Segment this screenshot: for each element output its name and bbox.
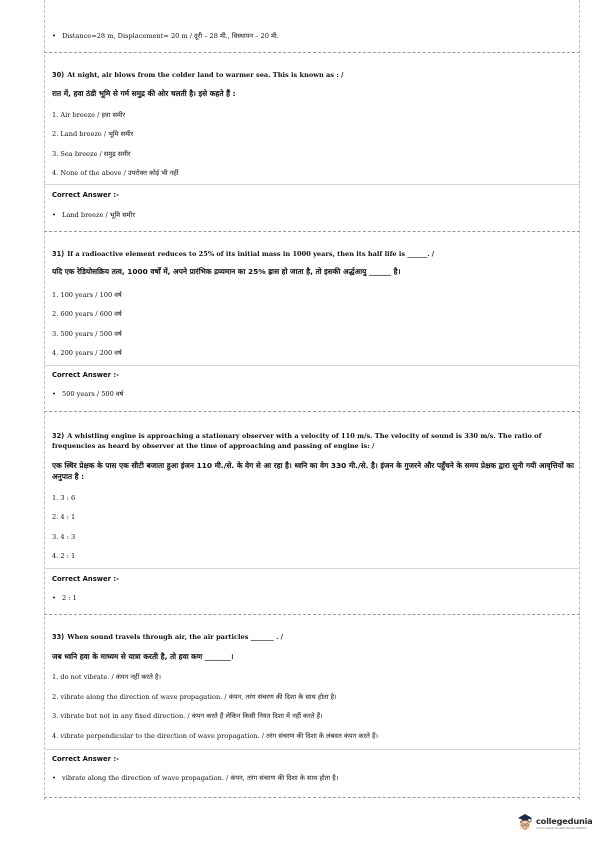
option: 4. None of the above / उपरोक्त कोई भी नहीं: [52, 169, 179, 177]
correct-answer-label: Correct Answer :-: [52, 755, 119, 763]
logo-name: collegedunia: [536, 816, 593, 826]
correct-answer-label: Correct Answer :-: [52, 575, 119, 583]
option: 1. 3 : 6: [52, 494, 76, 502]
correct-answer: • Land breeze / भूमि समीर: [52, 211, 136, 219]
option: 3. 500 years / 500 वर्ष: [52, 330, 122, 338]
option: 3. vibrate but not in any fixed direction. / कंपन करते हैं लेकिन किसी नियत दिशा में नहीं करते हैं।: [52, 712, 323, 720]
divider: [44, 365, 580, 366]
question-33-english: 33) When sound travels through air, the air particles _______ . /: [52, 633, 284, 641]
option: 1. 100 years / 100 वर्ष: [52, 291, 122, 299]
option: 4. vibrate perpendicular to the direction of wave propagation. / तरंग संचरण की दिशा के लंबवत कंपन करते हैं।: [52, 732, 378, 740]
option: 1. do not vibrate. / कंपन नहीं करते है।: [52, 673, 161, 681]
question-30-hindi: रात में, हवा ठंडी भूमि से गर्म समुद्र की ओर चलती है। इसे कहते हैं :: [52, 89, 236, 98]
divider: [44, 614, 580, 615]
question-30-english: 30) At night, air blows from the colder land to warmer sea. This is known as : /: [52, 71, 344, 79]
question-31-english: 31) If a radioactive element reduces to 25% of its initial mass in 1000 years, then its half life is ______. /: [52, 250, 435, 258]
option: 2. Land breeze / भूमि समीर: [52, 130, 134, 138]
divider: [44, 749, 580, 750]
question-33-hindi: जब ध्वनि हवा के माध्यम से यात्रा करती है, तो हवा कण _______।: [52, 652, 234, 661]
question-32-hindi: एक स्थिर प्रेक्षक के पास एक सीटी बजाता हुआ इंजन 110 मी./से. के वेग से आ रहा है। ध्वनि का वेग 330 मी./से. है। इंजन के गुजरने और पहुँचने के समय प्रेक्षक द्वारा सुनी गयी आवृत्तियों का अनुपात है :: [52, 461, 574, 481]
option: 4. 200 years / 200 वर्ष: [52, 349, 122, 357]
question-32-english: 32) A whistling engine is approaching a stationary observer with a velocity of 110 m/s. The velocity of sound is 330 m/s. The ratio of frequencies as heard by observer at the time of approaching and passing of engine is: /: [52, 432, 542, 450]
correct-answer-label: Correct Answer :-: [52, 191, 119, 199]
correct-answer: • 2 : 1: [52, 594, 77, 602]
option: 2. vibrate along the direction of wave propagation. / कंपन, तरंग संचरण की दिशा के साथ होता है।: [52, 693, 337, 701]
divider: [44, 231, 580, 232]
divider: [44, 411, 580, 412]
divider: [44, 52, 580, 53]
option: 1. Air breeze / हवा समीर: [52, 111, 126, 119]
option: 2. 600 years / 600 वर्ष: [52, 310, 122, 318]
option: 3. 4 : 3: [52, 533, 76, 541]
divider: [44, 184, 580, 185]
logo-tagline: India's largest Student Review Platform: [536, 827, 588, 830]
divider: [44, 568, 580, 569]
previous-answer: • Distance=28 m, Displacement= 20 m / दूरी – 28 मी., विस्थापन – 20 मी.: [52, 32, 279, 40]
correct-answer: • vibrate along the direction of wave propagation. / कंपन, तरंग संचरण की दिशा के साथ होता है।: [52, 774, 339, 782]
option: 4. 2 : 1: [52, 552, 76, 560]
question-31-hindi: यदि एक रेडियोसक्रिय तत्व, 1000 वर्षों में, अपने प्रारंभिक द्रव्यमान का 25% ह्रास हो जाता है, तो इसकी अर्द्धआयु ______ है।: [52, 267, 401, 276]
option: 3. Sea breeze / समुद्र समीर: [52, 150, 131, 158]
student-face-icon: [516, 813, 534, 833]
divider: [44, 797, 580, 798]
left-border: [44, 0, 45, 800]
collegedunia-logo: [516, 813, 595, 837]
correct-answer-label: Correct Answer :-: [52, 371, 119, 379]
correct-answer: • 500 years / 500 वर्ष: [52, 390, 124, 398]
option: 2. 4 : 1: [52, 513, 76, 521]
